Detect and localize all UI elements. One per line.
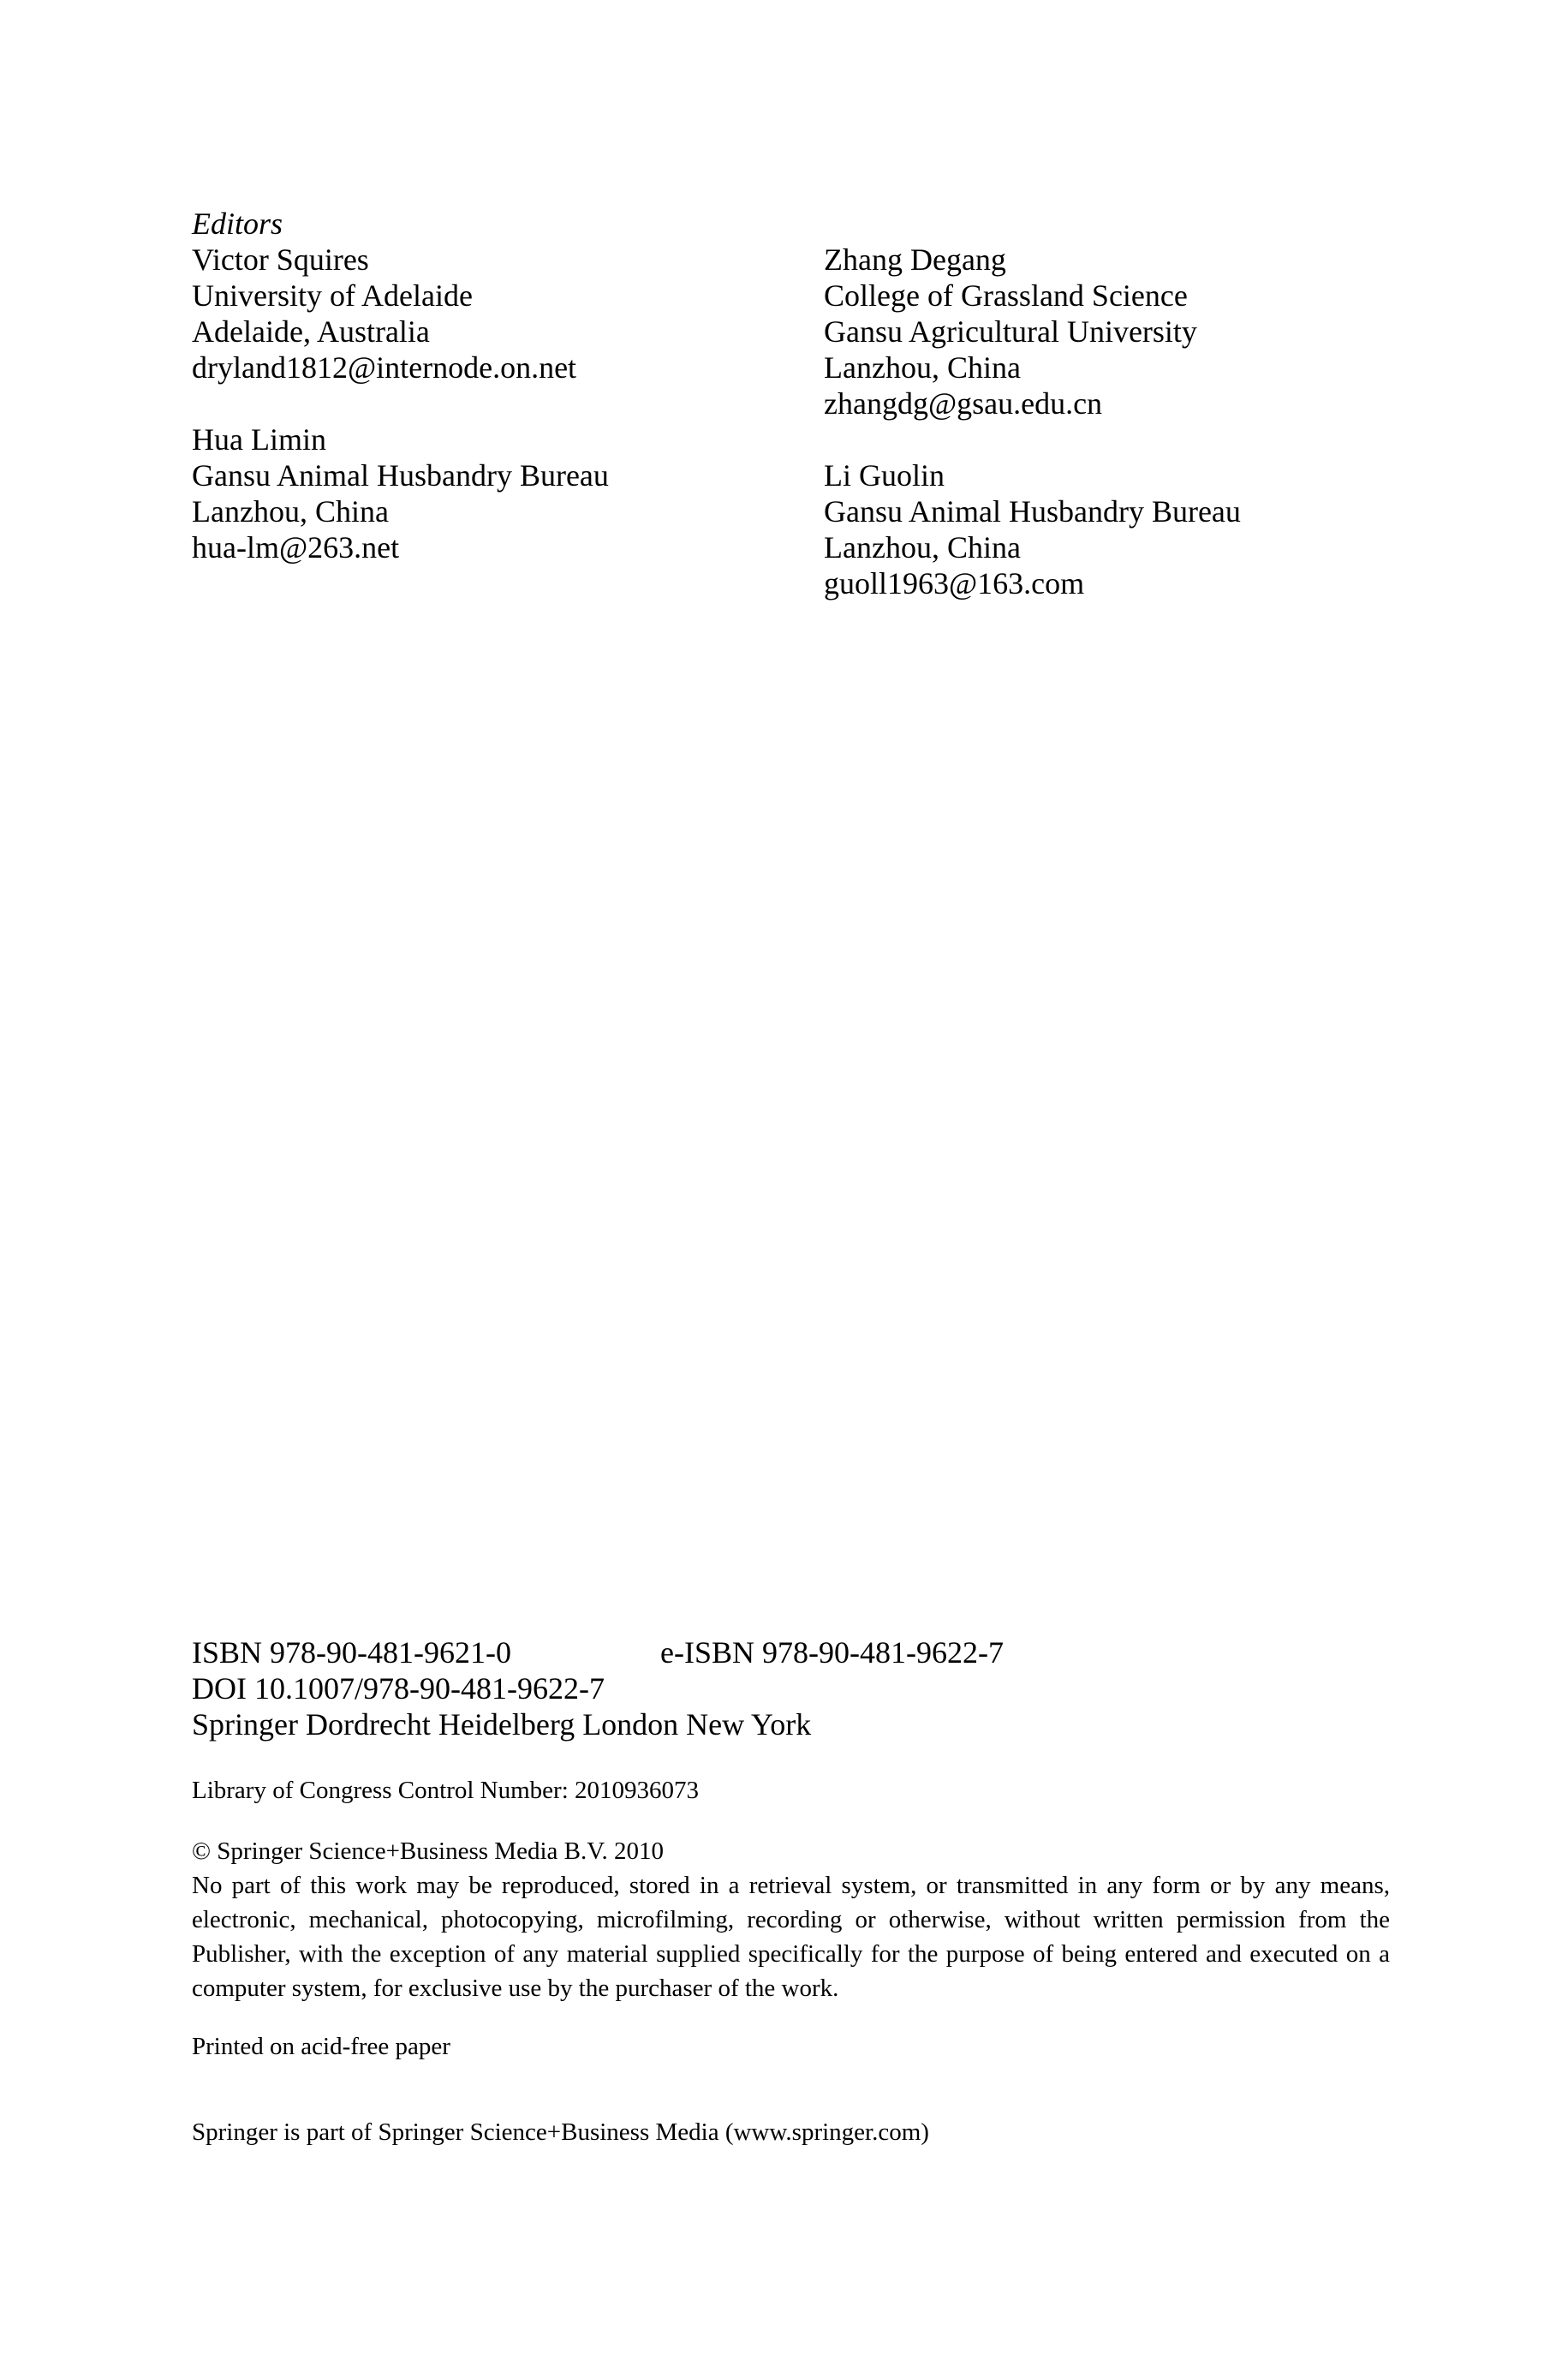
doi: DOI 10.1007/978-90-481-9622-7: [192, 1671, 605, 1706]
editors-left-column: [192, 242, 609, 565]
publisher-cities: Springer Dordrecht Heidelberg London New York: [192, 1707, 812, 1742]
editor-location: Lanzhou, China: [824, 350, 1021, 385]
editor-email: dryland1812@internode.on.net: [192, 350, 577, 385]
rights-statement: No part of this work may be reproduced, stored in a retrieval system, or transmitted in any form or by any means, electronic, mechanical, photocopying, microfilming, recording or otherwise, without written permission from the Publisher, with the exception of any material supplied specifically for the purpose of being entered and executed on a computer system, for exclusive use by the purchaser of the work.: [192, 1872, 1390, 2002]
editor-affiliation: Gansu Agricultural University: [824, 314, 1197, 349]
editor-location: Lanzhou, China: [192, 494, 389, 529]
editor-entry: [824, 242, 1241, 421]
editor-name: Zhang Degang: [824, 242, 1006, 277]
editor-affiliation: Gansu Animal Husbandry Bureau: [192, 458, 609, 493]
lccn: Library of Congress Control Number: 2010936073: [192, 1777, 700, 1804]
editor-affiliation: College of Grassland Science: [824, 278, 1188, 313]
copyright-block: [192, 1834, 1390, 2005]
editor-entry: [192, 242, 609, 385]
editors-right-column: [824, 242, 1241, 601]
editor-name: Victor Squires: [192, 242, 369, 277]
printed-note: Printed on acid-free paper: [192, 2033, 450, 2060]
springer-part-note: Springer is part of Springer Science+Business Media (www.springer.com): [192, 2118, 929, 2146]
copyright-notice: © Springer Science+Business Media B.V. 2010: [192, 1837, 664, 1865]
editor-entry: [192, 421, 609, 565]
editor-name: Hua Limin: [192, 422, 326, 457]
editor-affiliation: Gansu Animal Husbandry Bureau: [824, 494, 1241, 529]
editor-email: zhangdg@gsau.edu.cn: [824, 386, 1103, 421]
isbn: ISBN 978-90-481-9621-0: [192, 1635, 511, 1670]
editor-location: Lanzhou, China: [824, 530, 1021, 565]
editor-email: hua-lm@263.net: [192, 530, 400, 565]
editor-affiliation: University of Adelaide: [192, 278, 473, 313]
editors-heading: Editors: [192, 206, 283, 241]
eisbn: e-ISBN 978-90-481-9622-7: [660, 1635, 1004, 1670]
bibliographic-info: [192, 1634, 1004, 1742]
editor-email: guoll1963@163.com: [824, 566, 1085, 600]
editor-entry: [824, 457, 1241, 601]
editor-location: Adelaide, Australia: [192, 314, 430, 349]
isbn-row: [192, 1634, 1004, 1670]
editor-name: Li Guolin: [824, 458, 945, 493]
